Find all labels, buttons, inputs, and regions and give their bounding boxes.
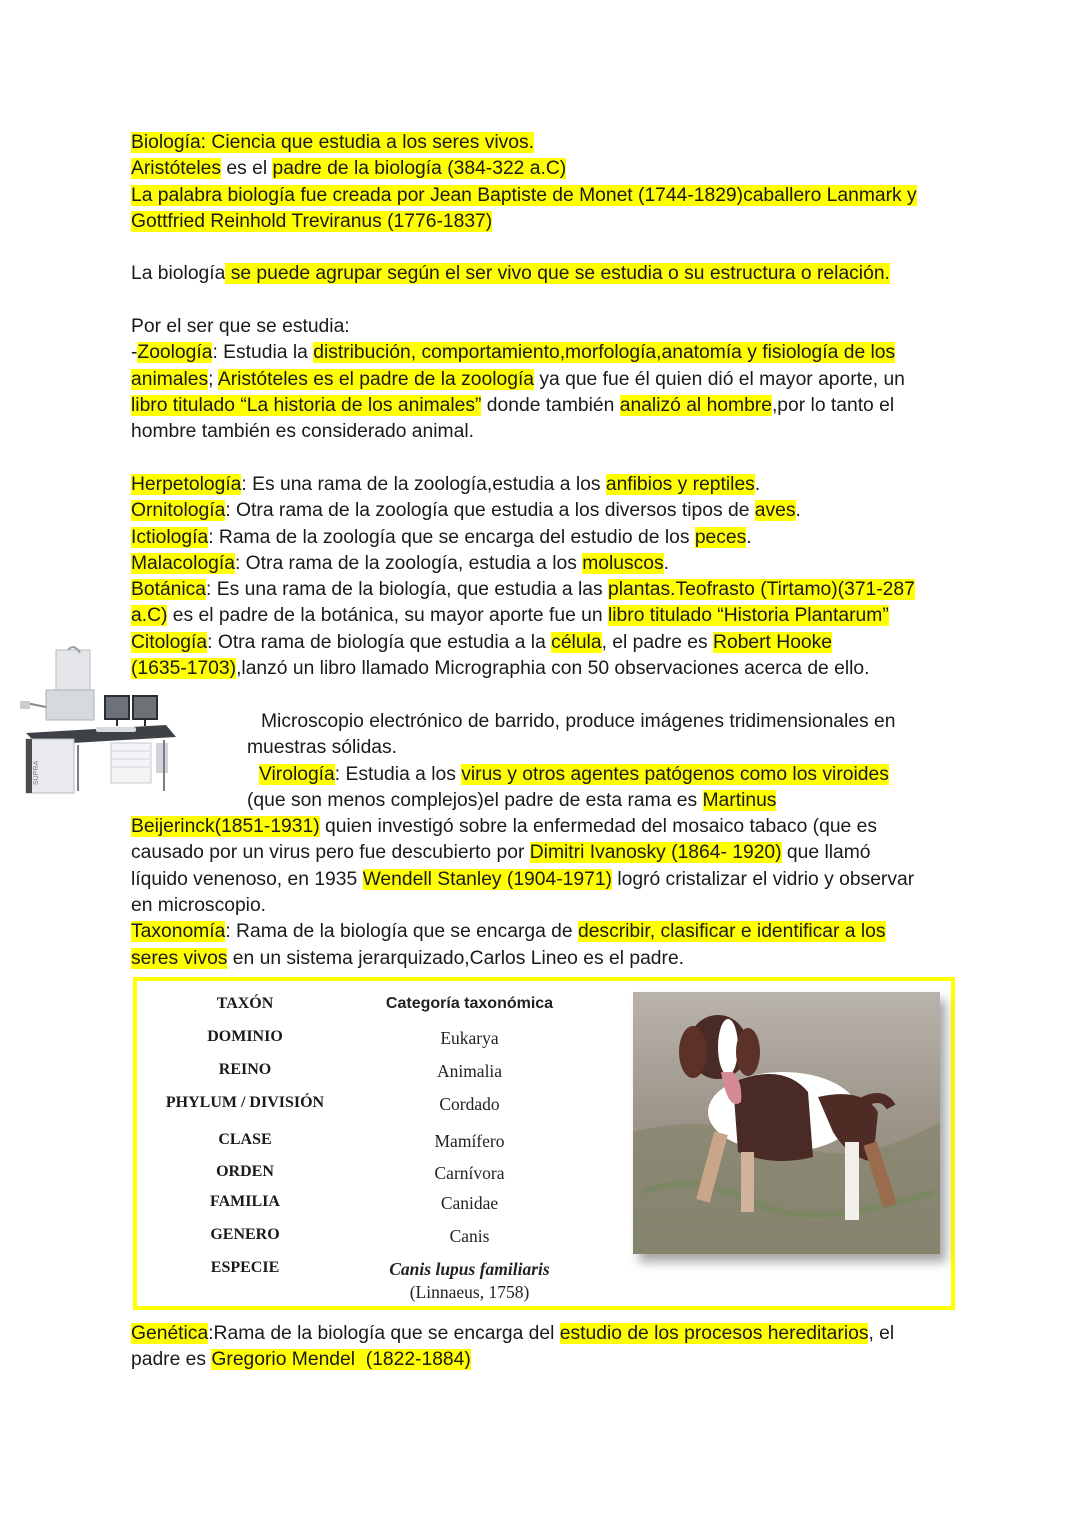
text: es el padre de la botánica, su mayor aporte fue un (167, 605, 608, 627)
text: ; (208, 368, 218, 390)
table-row-authority (137, 1282, 607, 1306)
definition-biologia: Biología: Ciencia que estudia a los seres vivos. (131, 132, 534, 153)
table-row (137, 1163, 607, 1187)
dog-photo (633, 992, 940, 1254)
text: ,por lo tanto el (771, 394, 895, 416)
taxon-cell: ORDEN (216, 1163, 274, 1180)
branch-malacologia (131, 551, 961, 577)
highlight-text: estudio de los procesos hereditarios (559, 1323, 869, 1344)
table-row (137, 1094, 607, 1118)
branch-ornitologia (131, 498, 961, 524)
taxon-cell: PHYLUM / DIVISIÓN (165, 1094, 325, 1111)
highlight-text: moluscos (582, 552, 664, 574)
text: , el padre es (601, 631, 714, 653)
taxon-cell: ESPECIE (210, 1259, 280, 1276)
authority-text: (Linnaeus, 1758) (409, 1282, 530, 1302)
highlight-text: Beijerinck(1851-1931) (131, 816, 320, 838)
branches-paragraph (131, 472, 961, 682)
text: ya que fue él quien dió el mayor aporte, un (534, 368, 905, 390)
term-taxonomia: Taxonomía (131, 921, 226, 943)
text: es el (221, 158, 273, 180)
text: (que son menos complejos)el padre de esta rama es (247, 789, 703, 811)
grouping-paragraph (131, 261, 961, 287)
text: . (754, 474, 761, 495)
highlight-text: libro titulado “Historia Plantarum” (607, 605, 889, 627)
highlight-text: (1635-1703) (131, 658, 237, 680)
term: Botánica (131, 579, 207, 601)
value-cell: Canis lupus familiaris (389, 1259, 550, 1279)
highlight-text: animales (131, 368, 209, 390)
highlight-text: Gottfried Reinhold Treviranus (1776-1837) (131, 210, 493, 232)
highlight-text: Robert Hooke (713, 631, 833, 653)
text: - (131, 342, 138, 364)
microscope-caption: Microscopio electrónico de barrido, produce imágenes tridimensionales en (261, 711, 896, 732)
text: . (795, 500, 801, 522)
text: que llamó (781, 842, 871, 864)
highlight-text: Wendell Stanley (1904-1971) (362, 868, 612, 890)
text: : Rama de la zoología que se encarga del estudio de los (208, 526, 695, 548)
highlight-text: Dimitri Ivanosky (1864- 1920) (529, 842, 782, 864)
text: . (663, 552, 670, 574)
highlight-text: describir, clasificar e identificar a los (577, 921, 886, 943)
highlight-text: aves (754, 500, 796, 522)
text: : Estudia a los (334, 763, 462, 785)
term-virologia: Virología (259, 763, 335, 785)
table-row (137, 1061, 607, 1085)
highlight-text: distribución, comportamiento,morfología,anatomía y fisiología de los (313, 342, 896, 364)
highlight-text: Martinus (702, 789, 777, 811)
virologia-paragraph (131, 709, 961, 972)
table-row (137, 1226, 607, 1250)
text: en microscopio. (131, 895, 267, 917)
term: Malacología (131, 552, 235, 574)
microscope-label: SUPRA (33, 760, 40, 785)
text: logró cristalizar el vidrio y observar (611, 868, 915, 890)
highlight-text: analizó al hombre (619, 394, 772, 416)
microscope-caption: muestras sólidas. (247, 737, 398, 759)
value-cell: Cordado (439, 1094, 500, 1114)
taxon-cell: FAMILIA (210, 1193, 280, 1210)
taxon-cell: REINO (218, 1061, 272, 1078)
branch-citologia (131, 630, 961, 656)
highlight-text: anfibios y reptiles (605, 474, 755, 495)
value-cell: Carnívora (434, 1163, 505, 1183)
section-heading: Por el ser que se estudia: (131, 316, 350, 337)
taxonomia-line (131, 919, 961, 945)
branch-ictiologia (131, 525, 961, 551)
highlight-text: Gregorio Mendel (1822-1884) (211, 1349, 471, 1371)
term: Ornitología (131, 500, 226, 522)
text: donde también (481, 394, 620, 416)
text: : Otra rama de la zoología, estudia a los (234, 552, 583, 574)
text: : Rama de la biología que se encarga de (225, 921, 578, 943)
value-cell: Mamífero (434, 1131, 505, 1151)
highlight-text: seres vivos (131, 947, 228, 969)
text: :Rama de la biología que se encarga del (208, 1323, 560, 1344)
taxon-cell: GENERO (210, 1226, 280, 1243)
value-cell: Eukarya (440, 1028, 499, 1048)
highlight-text: La palabra biología fue creada por Jean Baptiste de Monet (1744-1829)caballero Lanmark y (131, 184, 917, 206)
highlight-text: libro titulado “La historia de los animales” (131, 394, 482, 416)
highlight-text: Aristóteles es el padre de la zoología (217, 368, 535, 390)
term-zoologia: Zoología (137, 342, 213, 364)
value-cell: Animalia (436, 1061, 503, 1081)
genetica-paragraph (131, 1321, 961, 1374)
table-header (137, 995, 607, 1019)
text: padre es (131, 1349, 212, 1371)
term: Ictiología (131, 526, 209, 548)
table-row (137, 1028, 607, 1052)
taxonomy-table (137, 981, 607, 1306)
term: Citología (131, 631, 208, 653)
branch-herpetologia (131, 472, 961, 498)
text: causado por un virus pero fue descubierto por (131, 842, 530, 864)
value-cell: Canis (449, 1226, 490, 1246)
text: quien investigó sobre la enfermedad del mosaico tabaco (que es (319, 816, 877, 838)
highlight-text: Aristóteles (131, 158, 222, 180)
text: : Otra rama de biología que estudia a la (207, 631, 552, 653)
text: en un sistema jerarquizado,Carlos Lineo es el padre. (227, 947, 685, 969)
dog-icon (633, 992, 940, 1254)
branch-botanica (131, 577, 961, 603)
taxon-cell: CLASE (218, 1131, 272, 1148)
highlight-text: a.C) (131, 605, 168, 627)
term: Herpetología (131, 474, 242, 495)
text: , el (868, 1323, 895, 1344)
highlight-text: plantas.Teofrasto (Tirtamo)(371-287 (608, 579, 915, 601)
text: : Es una rama de la zoología,estudia a los (241, 474, 606, 495)
highlight-text: padre de la biología (384-322 a.C) (272, 158, 567, 180)
intro-paragraph (131, 130, 961, 235)
text: : Otra rama de la zoología que estudia a los diversos tipos de (225, 500, 755, 522)
text: hombre también es considerado animal. (131, 421, 474, 443)
highlight-text: célula (551, 631, 602, 653)
value-cell: Canidae (440, 1193, 499, 1213)
highlight-text: se puede agrupar según el ser vivo que se estudia o su estructura o relación. (225, 263, 890, 284)
text: ,lanzó un libro llamado Micrographia con 50 observaciones acerca de ello. (236, 658, 870, 680)
taxon-cell: DOMINIO (207, 1028, 283, 1045)
highlight-text: peces (694, 526, 747, 548)
text: líquido venenoso, en 1935 (131, 868, 363, 890)
text: : Estudia la (212, 342, 314, 364)
table-row (137, 1193, 607, 1217)
column-header-category: Categoría taxonómica (385, 995, 554, 1012)
text: La biología (131, 263, 226, 284)
table-row (137, 1131, 607, 1155)
zoologia-paragraph (131, 314, 961, 445)
highlight-text: virus y otros agentes patógenos como los viroides (461, 763, 889, 785)
text: . (746, 526, 752, 548)
text: : Es una rama de la biología, que estudia a las (206, 579, 608, 601)
table-row (137, 1259, 607, 1283)
column-header-taxon: TAXÓN (216, 995, 274, 1012)
term-genetica: Genética (131, 1323, 209, 1344)
